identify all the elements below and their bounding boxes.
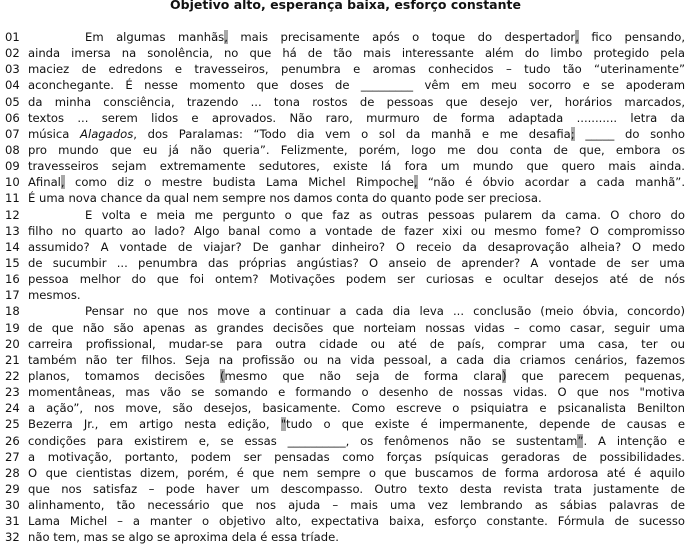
line-text: [28, 174, 685, 190]
line-number: 18: [5, 304, 20, 319]
text-segment: como diz o mestre budista Lama Michel Rimpoche: [64, 175, 414, 190]
line-text: [28, 416, 685, 432]
text-segment: Lama Michel – a manter o objetivo alto, expectativa baixa, esforço constante. Fórmula de sucesso: [28, 514, 685, 529]
highlighted-punctuation: ,: [224, 30, 228, 44]
line-text: [28, 481, 685, 497]
line-number: 12: [5, 207, 20, 222]
text-line: [0, 400, 691, 416]
text-line: [0, 29, 691, 45]
text-line: [0, 320, 691, 336]
text-line: [0, 239, 691, 255]
text-segment: mesmo que não seja de forma clara: [224, 368, 502, 383]
text-segment: Em algumas manhãs: [85, 30, 225, 44]
text-segment: de que não são apenas as grandes decisões que norteiam nossas vidas – como casar, seguir uma: [28, 320, 685, 335]
line-text: [28, 110, 685, 126]
text-line: [0, 368, 691, 384]
text-segment: mesmos.: [28, 288, 81, 303]
line-text: [28, 400, 685, 416]
text-segment: ainda imersa na sonolência, no que há de tão mais interessante além do limbo protegido pela: [28, 46, 685, 61]
text-segment: O que cientistas dizem, porém, é que nem sempre o que buscamos de forma ardorosa até é aquilo: [28, 465, 685, 480]
line-text: [28, 368, 685, 384]
text-segment: que parecem pequenas,: [506, 368, 685, 383]
text-segment: pro mundo que eu já não queria”. Felizmente, porém, logo me dou conta de que, embora os: [28, 142, 685, 157]
line-text: [28, 29, 685, 45]
line-text: [28, 77, 685, 93]
text-segment: “não é óbvio acordar a cada manhã”.: [417, 175, 685, 190]
text-segment: a motivação, portanto, podem ser pensadas como forças psíquicas geradoras de possibilidades.: [28, 449, 685, 464]
document-title: Objetivo alto, esperança baixa, esforço constante: [170, 0, 521, 12]
line-text: [28, 513, 685, 529]
line-text: [28, 223, 685, 239]
text-line: [0, 142, 691, 158]
text-segment: momentâneas, mas vão se somando e formando o desenho de nossas vidas. O que nos "motiva: [28, 385, 685, 400]
text-segment: que nos satisfaz – pode haver um descompasso. Outro texto desta revista trata justamente de: [28, 481, 685, 496]
text-line: [0, 174, 691, 190]
text-line: [0, 529, 691, 545]
line-text: [28, 45, 685, 61]
text-segment: , dos Paralamas: “Todo dia vem o sol da manhã e me desafia: [133, 126, 571, 141]
highlighted-punctuation: ;: [570, 126, 575, 141]
line-number: 20: [5, 336, 20, 351]
line-number: 19: [5, 320, 20, 335]
text-segment: aconchegante. É nesse momento que doses de _________ vêm em meu socorro e se apoderam: [28, 78, 685, 93]
line-text: [28, 497, 685, 513]
line-text: [28, 449, 685, 465]
text-segment: planos, tomamos decisões: [28, 368, 220, 383]
line-number: 03: [5, 62, 20, 77]
text-line: [0, 433, 691, 449]
highlighted-punctuation: ": [280, 417, 287, 432]
text-segment: da minha consciência, trazendo ... tona rostos de pessoas que desejo ver, horários marcados,: [28, 94, 685, 109]
line-number: 23: [5, 385, 20, 400]
highlighted-punctuation: (: [219, 368, 225, 383]
text-segment: pessoa melhor do que foi ontem? Motivações podem ser curiosas e ocultar desejos até de nós: [28, 272, 685, 287]
line-text: [28, 336, 685, 352]
line-text: [28, 529, 685, 545]
line-number: 28: [5, 465, 20, 480]
text-line: [0, 126, 691, 142]
highlighted-punctuation: ”: [577, 433, 584, 448]
text-segment: É uma nova chance da qual nem sempre nos damos conta do quanto pode ser preciosa.: [28, 191, 542, 206]
text-line: [0, 336, 691, 352]
line-number: 16: [5, 272, 20, 287]
text-line: [0, 303, 691, 319]
text-segment: tudo o que existe é impermanente, depende de causas e: [286, 417, 685, 432]
text-segment: Bezerra Jr., em artigo nesta edição,: [28, 417, 281, 432]
text-segment: de sucumbir ... penumbra das próprias angústias? O anseio de aprender? A vontade de ser uma: [28, 255, 685, 270]
text-segment: música: [28, 126, 81, 141]
text-segment: travesseiros sejam extremamente sedutores, existe lá fora um mundo que quero mais ainda.: [28, 159, 685, 174]
text-segment: maciez de edredons e travesseiros, penumbra e aromas conhecidos – tudo tão “uterinamente”: [28, 62, 685, 77]
highlighted-punctuation: ): [501, 368, 507, 383]
line-text: [28, 287, 685, 303]
line-text: [28, 384, 685, 400]
line-text: [28, 190, 685, 206]
line-number: 06: [5, 110, 20, 125]
text-segment: . A intenção e: [583, 433, 685, 448]
line-text: [28, 207, 685, 223]
line-number: 13: [5, 223, 20, 238]
text-line: [0, 45, 691, 61]
text-line: [0, 110, 691, 126]
text-segment: não tem, mas se algo se aproxima dela é essa tríade.: [28, 530, 339, 545]
line-number: 21: [5, 352, 20, 367]
line-text: [28, 303, 685, 319]
line-number: 01: [5, 30, 20, 44]
text-line: [0, 61, 691, 77]
line-text: [28, 142, 685, 158]
line-number: 04: [5, 78, 20, 93]
line-text: [28, 239, 685, 255]
text-line: [0, 190, 691, 206]
text-segment: Pensar no que nos move a continuar a cada dia leva ... conclusão (meio óbvia, concordo): [85, 304, 685, 319]
line-number: 24: [5, 401, 20, 416]
line-text: [28, 271, 685, 287]
line-number: 26: [5, 433, 20, 448]
text-line: [0, 497, 691, 513]
line-number: 07: [5, 126, 20, 141]
text-line: [0, 255, 691, 271]
line-text: [28, 94, 685, 110]
text-segment: mais precisamente após o toque do despertador: [227, 30, 576, 44]
text-segment: a ação”, nos move, são desejos, basicamente. Como escreve o psiquiatra e psicanalista Benilton: [28, 401, 685, 416]
line-text: [28, 158, 685, 174]
text-line: [0, 207, 691, 223]
text-segment: condições para existirem e, se essas __________, os fenômenos não se sustentam: [28, 433, 578, 448]
text-line: [0, 94, 691, 110]
text-line: [0, 287, 691, 303]
line-number: 02: [5, 46, 20, 61]
text-segment: também não ter filhos. Seja na profissão ou na vida pessoal, a cada dia criamos cenários, fazemos: [28, 352, 685, 367]
text-line: [0, 416, 691, 432]
text-segment: _____ do sonho: [574, 126, 685, 141]
text-segment: alinhamento, tão necessário que nos ajuda – mais uma vez lembrando as sábias palavras de: [28, 498, 685, 513]
line-number: 09: [5, 159, 20, 174]
line-number: 10: [5, 175, 20, 190]
line-number: 32: [5, 530, 20, 545]
line-number: 29: [5, 481, 20, 496]
line-number: 11: [5, 191, 20, 206]
line-text: [28, 320, 685, 336]
text-line: [0, 271, 691, 287]
text-line: [0, 158, 691, 174]
line-number: 15: [5, 255, 20, 270]
highlighted-punctuation: ,: [60, 175, 65, 190]
text-segment: assumido? A vontade de viajar? De ganhar dinheiro? O receio da desaprovação alheia? O medo: [28, 239, 685, 254]
text-line: [0, 465, 691, 481]
line-number: 08: [5, 142, 20, 157]
line-text: [28, 352, 685, 368]
text-segment: Afinal: [28, 175, 61, 190]
line-number: 22: [5, 368, 20, 383]
highlighted-punctuation: ,: [413, 175, 418, 190]
text-line: [0, 223, 691, 239]
text-line: [0, 481, 691, 497]
text-segment: carreira profissional, mudar-se para outra cidade ou até de país, comprar uma casa, ter ou: [28, 336, 685, 351]
italic-title: Alagados: [80, 126, 134, 141]
numbered-text-body: [0, 29, 691, 546]
text-segment: fico pensando,: [578, 30, 685, 44]
text-segment: filho no quarto ao lado? Algo banal como a vontade de fazer xixi ou mesmo fome? O compromisso: [28, 223, 685, 238]
line-number: 30: [5, 498, 20, 513]
text-line: [0, 77, 691, 93]
text-line: [0, 384, 691, 400]
line-number: 31: [5, 514, 20, 529]
line-number: 05: [5, 94, 20, 109]
line-number: 25: [5, 417, 20, 432]
line-number: 27: [5, 449, 20, 464]
line-number: 14: [5, 239, 20, 254]
line-text: [28, 61, 685, 77]
text-segment: textos ... serem lidos e aprovados. Não raro, murmuro de forma adaptada ........... letra da: [28, 110, 685, 125]
line-text: [28, 126, 685, 142]
line-text: [28, 433, 685, 449]
line-text: [28, 255, 685, 271]
text-segment: E volta e meia me pergunto o que faz as outras pessoas pularem da cama. O choro do: [85, 207, 685, 222]
text-line: [0, 449, 691, 465]
line-text: [28, 465, 685, 481]
highlighted-punctuation: ,: [575, 30, 579, 44]
text-line: [0, 513, 691, 529]
line-number: 17: [5, 288, 20, 303]
text-line: [0, 352, 691, 368]
